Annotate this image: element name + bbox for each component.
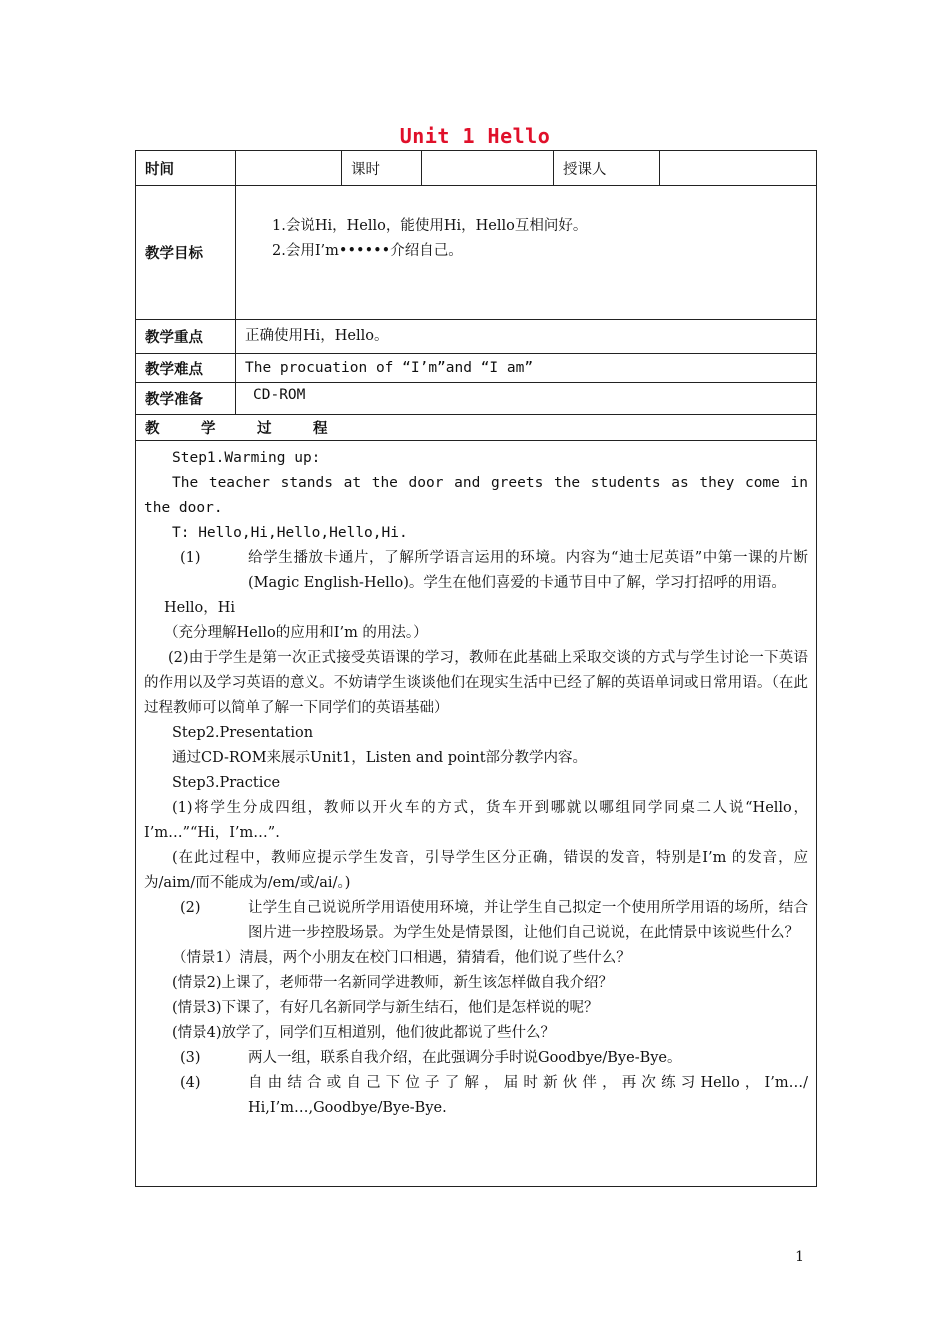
step3-item1: (1)将学生分成四组，教师以开火车的方式，货车开到哪就以哪组同学同桌二人说“Hello，I’m…”“Hi，I’m…”. bbox=[144, 800, 808, 841]
key-point-label: 教学重点 bbox=[136, 320, 236, 354]
step3-note: (在此过程中，教师应提示学生发音，引导学生区分正确，错误的发音，特别是I’m 的发音，应为/aim/而不能成为/em/或/ai/。) bbox=[144, 850, 808, 891]
hello-hi-line: Hello，Hi bbox=[164, 600, 236, 616]
objectives-label: 教学目标 bbox=[136, 186, 236, 320]
scene-1: （情景1）清晨，两个小朋友在校门口相遇，猜猜看，他们说了些什么？ bbox=[172, 950, 631, 966]
step1-line1: The teacher stands at the door and greets the students as they come in the door. bbox=[144, 475, 808, 516]
preparation-row bbox=[136, 383, 817, 415]
process-heading-char: 程 bbox=[313, 421, 328, 437]
process-content bbox=[136, 441, 817, 1187]
time-label: 时间 bbox=[136, 151, 236, 186]
understand-note: （充分理解Hello的应用和I’m 的用法。） bbox=[164, 625, 428, 641]
process-heading bbox=[136, 415, 817, 441]
process-heading-char: 过 bbox=[257, 421, 272, 437]
teacher-value bbox=[660, 151, 817, 186]
document-title: Unit 1 Hello bbox=[399, 124, 551, 148]
step3-item4 bbox=[144, 1071, 808, 1121]
step1-title: Step1.Warming up: bbox=[172, 450, 321, 466]
process-heading-char: 教 bbox=[145, 421, 160, 437]
lesson-plan-table bbox=[135, 150, 817, 1187]
step1-item1 bbox=[144, 546, 808, 596]
item-number: (2) bbox=[180, 900, 201, 916]
process-heading-char: 学 bbox=[201, 421, 216, 437]
objective-item: 2.会用I’m••••••介绍自己。 bbox=[272, 243, 463, 259]
key-point-row bbox=[136, 320, 817, 354]
item-text: 自由结合或自己下位子了解，届时新伙伴，再次练习Hello，I’m…/ Hi,I’m…,Goodbye/Bye-Bye. bbox=[248, 1075, 808, 1116]
teacher-label: 授课人 bbox=[554, 151, 660, 186]
item-text: 给学生播放卡通片，了解所学语言运用的环境。内容为“迪士尼英语”中第一课的片断(Magic English-Hello)。学生在他们喜爱的卡通节目中了解，学习打招呼的用语。 bbox=[248, 550, 808, 591]
objective-item: 1.会说Hi，Hello，能使用Hi，Hello互相问好。 bbox=[272, 218, 588, 234]
item-number: (3) bbox=[180, 1050, 201, 1066]
preparation-value: CD-ROM bbox=[236, 383, 817, 415]
item-number: (4) bbox=[180, 1075, 201, 1091]
time-value bbox=[236, 151, 342, 186]
objectives-content bbox=[236, 186, 817, 320]
header-row bbox=[136, 151, 817, 186]
step2-title: Step2.Presentation bbox=[172, 725, 314, 741]
process-heading-row bbox=[136, 415, 817, 441]
key-point-value: 正确使用Hi，Hello。 bbox=[236, 320, 817, 354]
preparation-label: 教学准备 bbox=[136, 383, 236, 415]
step3-title: Step3.Practice bbox=[172, 775, 281, 791]
step1-line2: T: Hello,Hi,Hello,Hello,Hi. bbox=[172, 525, 408, 541]
item-text: 两人一组，联系自我介绍，在此强调分手时说Goodbye/Bye-Bye。 bbox=[248, 1050, 682, 1066]
process-row bbox=[136, 441, 817, 1187]
period-value bbox=[422, 151, 554, 186]
scene-4: (情景4)放学了，同学们互相道别，他们彼此都说了些什么？ bbox=[172, 1025, 556, 1041]
difficulty-row bbox=[136, 354, 817, 383]
scene-3: (情景3)下课了，有好几名新同学与新生结石，他们是怎样说的呢？ bbox=[172, 1000, 599, 1016]
difficulty-label: 教学难点 bbox=[136, 354, 236, 383]
item-number: (1) bbox=[180, 550, 201, 566]
period-label: 课时 bbox=[342, 151, 422, 186]
step3-item3 bbox=[144, 1046, 808, 1071]
step1-item2: (2)由于学生是第一次正式接受英语课的学习，教师在此基础上采取交谈的方式与学生讨论一下英语的作用以及学习英语的意义。不妨请学生谈谈他们在现实生活中已经了解的英语单词或日常用语。（在此过程教师可以简单了解一下同学们的英语基础） bbox=[144, 650, 808, 716]
step3-item2 bbox=[144, 896, 808, 946]
scene-2: (情景2)上课了，老师带一名新同学进教师，新生该怎样做自我介绍？ bbox=[172, 975, 614, 991]
objectives-row bbox=[136, 186, 817, 320]
page-number: 1 bbox=[795, 1249, 804, 1265]
difficulty-value: The procuation of “I’m”and “I am” bbox=[236, 354, 817, 383]
step2-text: 通过CD-ROM来展示Unit1，Listen and point部分教学内容。 bbox=[172, 750, 588, 766]
item-text: 让学生自己说说所学用语使用环境，并让学生自己拟定一个使用所学用语的场所，结合图片进一步控股场景。为学生处是情景图，让他们自己说说，在此情景中该说些什么？ bbox=[248, 900, 808, 941]
